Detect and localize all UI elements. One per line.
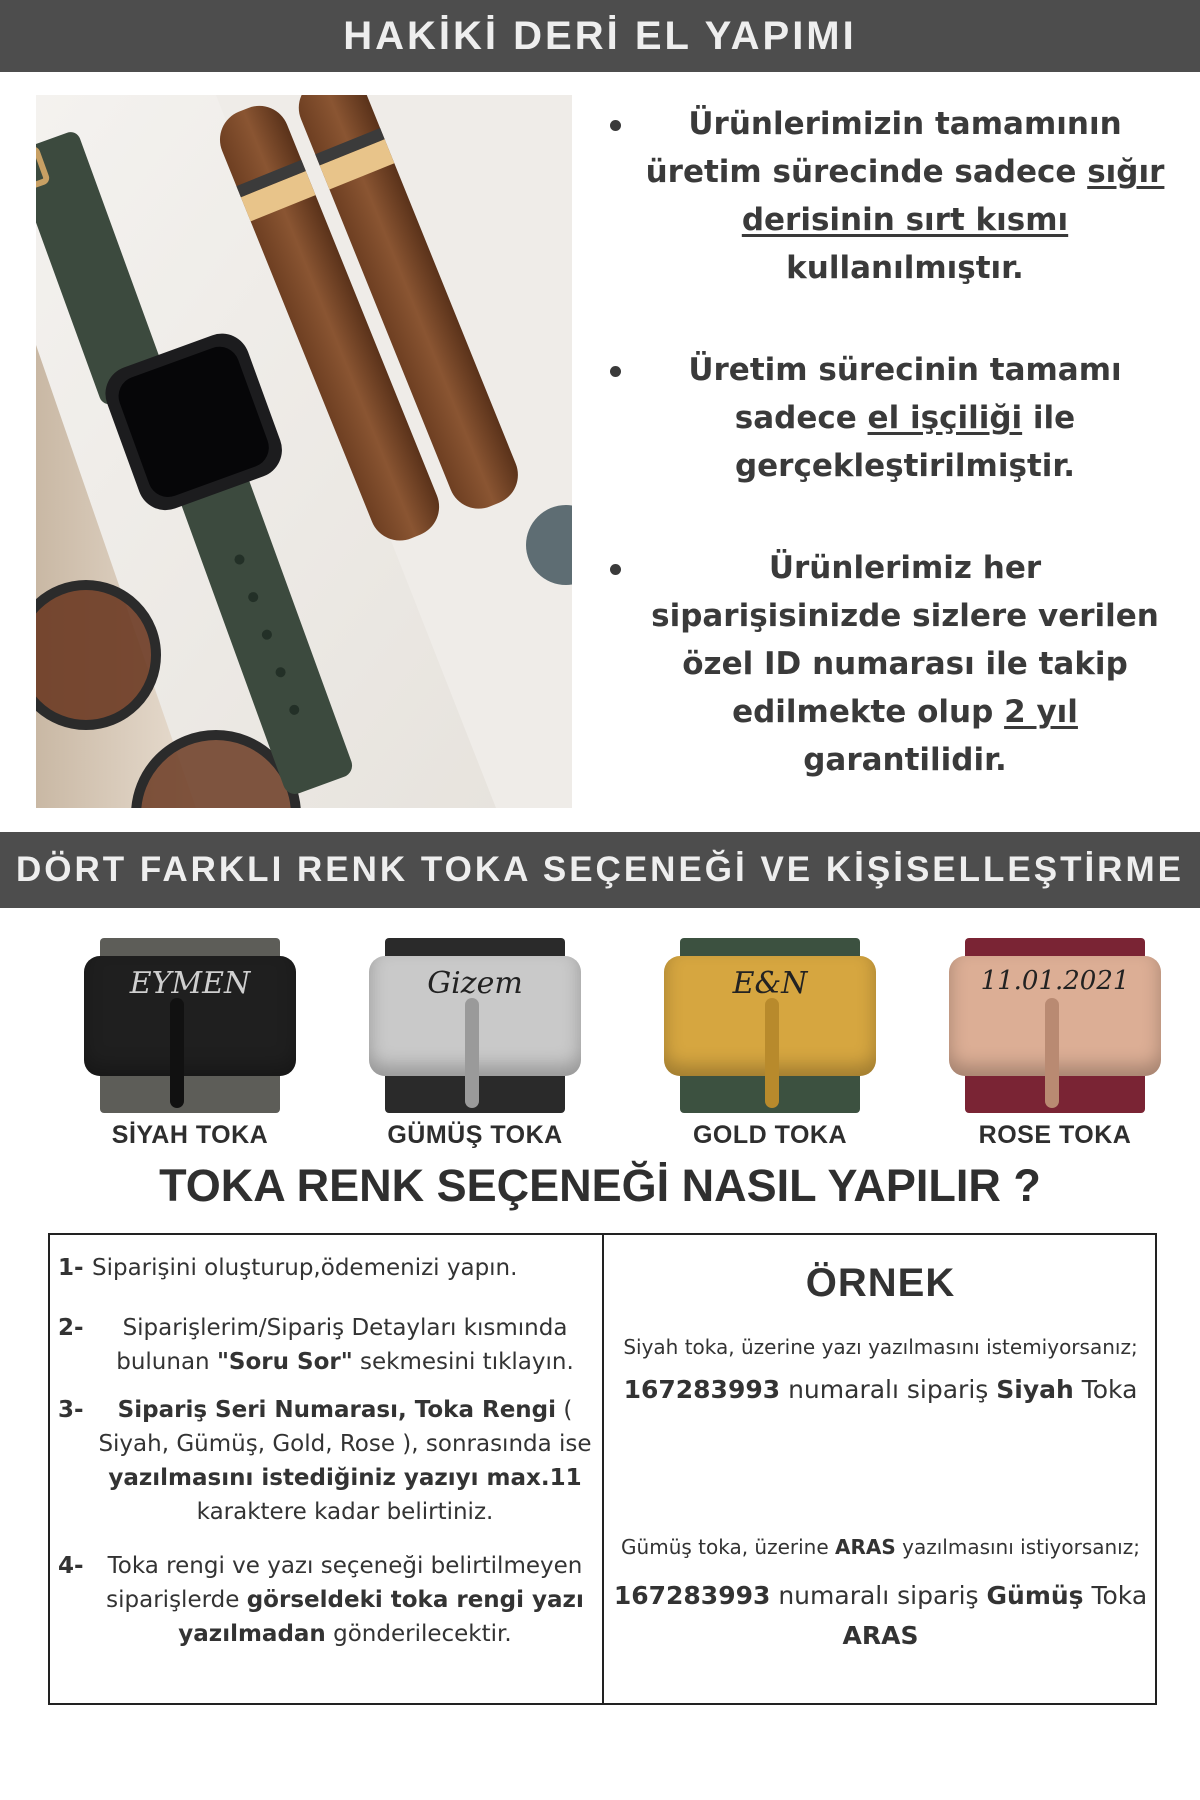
feature-list: [600, 100, 1170, 838]
buckle-image: [365, 938, 585, 1113]
buckle-label: GOLD TOKA: [692, 1121, 848, 1149]
feature-item: Üretim sürecinin tamamı sadece el işçiliği ile gerçekleştirilmiştir.: [600, 346, 1170, 490]
engraving-text: EYMEN: [129, 966, 251, 1001]
example-intro: Gümüş toka, üzerine ARAS yazılmasını istiyorsanız;: [621, 1535, 1140, 1559]
buckle-option-gold: [660, 938, 880, 1150]
section-title: DÖRT FARKLI RENK TOKA SEÇENEĞİ VE KİŞİSELLEŞTİRME: [16, 850, 1184, 889]
feature-item: Ürünlerimiz her siparişisinizde sizlere verilen özel ID numarası ile takip edilmekte olup 2 yıl garantilidir.: [600, 544, 1170, 784]
engraving-text: E&N: [732, 966, 808, 1001]
buckle-options: [0, 938, 1200, 1153]
buckle-label: SİYAH TOKA: [111, 1121, 269, 1149]
buckle-option-rose: [945, 938, 1165, 1150]
step-item: 3- Sipariş Seri Numarası, Toka Rengi ( Siyah, Gümüş, Gold, Rose ), sonrasında ise yazılmasını istediğiniz yazıyı max.11 karaktere kadar belirtiniz.: [58, 1397, 592, 1525]
step-item: 1- Siparişini oluşturup,ödemenizi yapın.: [58, 1255, 518, 1281]
example-intro: Siyah toka, üzerine yazı yazılmasını istemiyorsanız;: [623, 1335, 1138, 1359]
column-divider: [602, 1235, 604, 1703]
buckle-option-silver: [365, 938, 585, 1150]
bullet-icon: [610, 120, 621, 131]
example-order: 167283993 numaralı sipariş Siyah Toka: [623, 1375, 1138, 1404]
buckle-label: GÜMÜŞ TOKA: [387, 1121, 563, 1149]
header-banner: [0, 0, 1200, 72]
product-photo: [36, 95, 572, 808]
howto-title: TOKA RENK SEÇENEĞİ NASIL YAPILIR ?: [159, 1160, 1041, 1211]
header-title: HAKİKİ DERİ EL YAPIMI: [343, 13, 857, 58]
step-item: 2- Siparişlerim/Sipariş Detayları kısmında bulunan "Soru Sor" sekmesini tıklayın.: [58, 1315, 574, 1375]
bullet-icon: [610, 564, 621, 575]
step-item: 4- Toka rengi ve yazı seçeneği belirtilmeyen siparişlerde görseldeki toka rengi yazı yazılmadan gönderilecektir.: [58, 1553, 584, 1647]
section-banner: [0, 832, 1200, 908]
buckle-label: ROSE TOKA: [978, 1121, 1132, 1149]
engraving-text: 11.01.2021: [980, 966, 1130, 996]
example-order: 167283993 numaralı sipariş Gümüş Toka: [613, 1581, 1148, 1610]
buckle-image: [80, 938, 300, 1113]
engraving-text: Gizem: [427, 966, 523, 1001]
buckle-option-black: [80, 938, 300, 1150]
example-title: ÖRNEK: [805, 1261, 956, 1305]
feature-item: Ürünlerimizin tamamının üretim sürecinde sadece sığır derisinin sırt kısmı kullanılmıştır.: [600, 100, 1170, 292]
step-list: [58, 1251, 598, 1665]
buckle-image: [945, 938, 1165, 1113]
example-engraving: ARAS: [842, 1621, 919, 1650]
example-panel: [606, 1235, 1155, 1703]
instruction-box: [48, 1233, 1157, 1705]
bullet-icon: [610, 366, 621, 377]
buckle-image: [660, 938, 880, 1113]
